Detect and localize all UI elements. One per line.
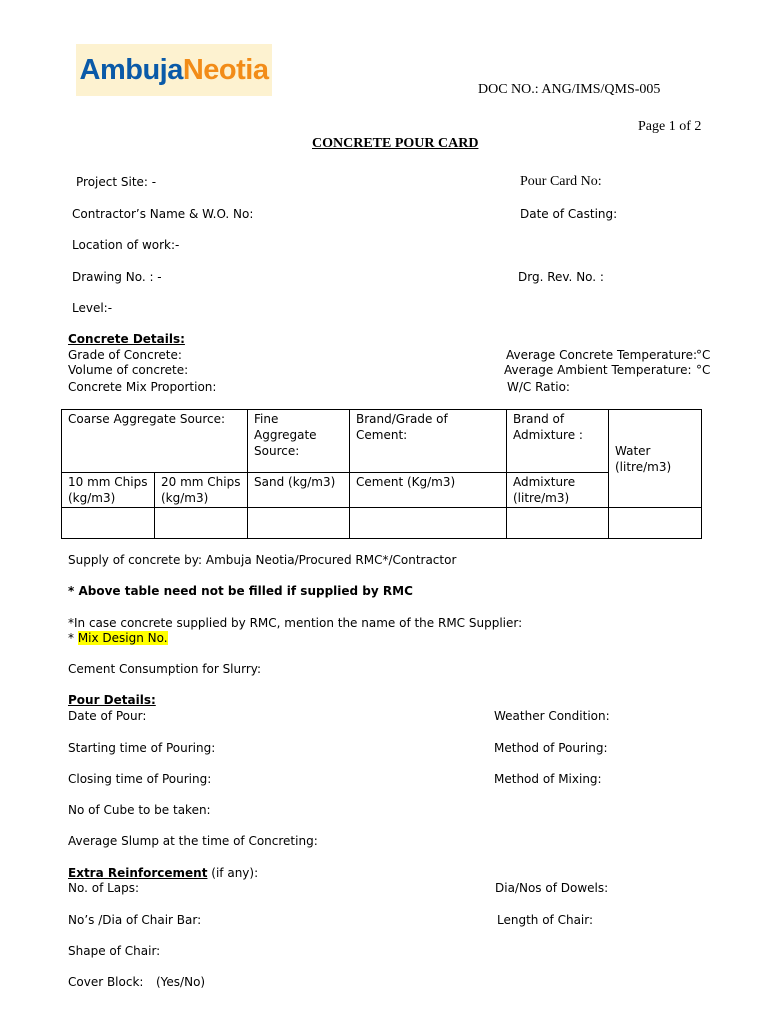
coarse-aggregate-cell: Coarse Aggregate Source: [62, 410, 248, 473]
rmc-supplier-text: *In case concrete supplied by RMC, mention the name of the RMC Supplier: [68, 616, 523, 630]
blank-entry-cell[interactable] [155, 508, 248, 539]
mix-design-bullet: * [68, 631, 74, 645]
laps-label: No. of Laps: [68, 881, 140, 895]
rmc-note: * Above table need not be filled if supplied by RMC [68, 584, 413, 598]
extra-reinforcement-heading [68, 866, 258, 880]
doc-number: DOC NO.: ANG/IMS/QMS-005 [478, 82, 661, 97]
avg-ambient-temp-label: Average Ambient Temperature: [504, 363, 692, 377]
weather-label: Weather Condition: [494, 709, 610, 723]
blank-entry-cell[interactable] [350, 508, 507, 539]
page-title: CONCRETE POUR CARD [312, 136, 479, 151]
page-number: Page 1 of 2 [638, 119, 702, 134]
avg-concrete-temp-label: Average Concrete Temperature: [506, 348, 698, 362]
drg-rev-label: Drg. Rev. No. : [518, 270, 604, 284]
logo-text-neotia: Neotia [182, 53, 269, 86]
concrete-details-heading: Concrete Details: [68, 332, 185, 346]
avg-slump-label: Average Slump at the time of Concreting: [68, 834, 318, 848]
supply-by-text: Supply of concrete by: Ambuja Neotia/Procured RMC*/Contractor [68, 553, 457, 567]
volume-label: Volume of concrete: [68, 363, 189, 377]
chips-20mm-cell: 20 mm Chips (kg/m3) [155, 473, 248, 508]
mix-proportion-label: Concrete Mix Proportion: [68, 380, 217, 394]
chips-10mm-cell: 10 mm Chips (kg/m3) [62, 473, 155, 508]
dowels-label: Dia/Nos of Dowels: [495, 881, 609, 895]
blank-entry-cell[interactable] [248, 508, 350, 539]
company-logo [76, 44, 272, 96]
date-of-casting-label: Date of Casting: [520, 207, 618, 221]
cement-brand-cell: Brand/Grade of Cement: [350, 410, 507, 473]
table-row [62, 410, 702, 473]
pour-details-heading: Pour Details: [68, 693, 156, 707]
mix-design-label: Mix Design No. [77, 631, 168, 645]
cube-count-label: No of Cube to be taken: [68, 803, 211, 817]
extra-reinforcement-title: Extra Reinforcement [68, 866, 208, 880]
cement-slurry-label: Cement Consumption for Slurry: [68, 662, 262, 676]
table-row [62, 473, 702, 508]
wc-ratio-label: W/C Ratio: [507, 380, 570, 394]
blank-entry-cell[interactable] [507, 508, 609, 539]
mix-design-line [68, 631, 168, 645]
water-cell: Water (litre/m3) [609, 410, 702, 508]
blank-entry-cell[interactable] [62, 508, 155, 539]
close-time-label: Closing time of Pouring: [68, 772, 212, 786]
project-site-label: Project Site: - [76, 175, 157, 189]
method-mixing-label: Method of Mixing: [494, 772, 602, 786]
blank-entry-cell[interactable] [609, 508, 702, 539]
cover-block-label: Cover Block: [68, 975, 144, 989]
level-label: Level:- [72, 301, 113, 315]
extra-reinforcement-suffix: (if any): [207, 866, 259, 880]
location-label: Location of work:- [72, 238, 180, 252]
drawing-no-label: Drawing No. : - [72, 270, 162, 284]
admixture-brand-cell: Brand of Admixture : [507, 410, 609, 473]
admixture-cell: Admixture (litre/m3) [507, 473, 609, 508]
celsius-unit: °C [696, 363, 711, 377]
cement-cell: Cement (Kg/m3) [350, 473, 507, 508]
chair-length-label: Length of Chair: [497, 913, 594, 927]
table-row [62, 508, 702, 539]
fine-aggregate-cell: Fine Aggregate Source: [248, 410, 350, 473]
chair-shape-label: Shape of Chair: [68, 944, 161, 958]
grade-label: Grade of Concrete: [68, 348, 182, 362]
pour-card-no-label: Pour Card No: [520, 174, 602, 189]
start-time-label: Starting time of Pouring: [68, 741, 216, 755]
logo-text-ambuja: Ambuja [79, 53, 183, 86]
mix-materials-table [61, 409, 702, 539]
method-pouring-label: Method of Pouring: [494, 741, 608, 755]
chair-bar-label: No’s /Dia of Chair Bar: [68, 913, 202, 927]
sand-cell: Sand (kg/m3) [248, 473, 350, 508]
date-of-pour-label: Date of Pour: [68, 709, 147, 723]
cover-block-options: (Yes/No) [156, 975, 206, 989]
celsius-unit: °C [696, 348, 711, 362]
contractor-label: Contractor’s Name & W.O. No: [72, 207, 254, 221]
